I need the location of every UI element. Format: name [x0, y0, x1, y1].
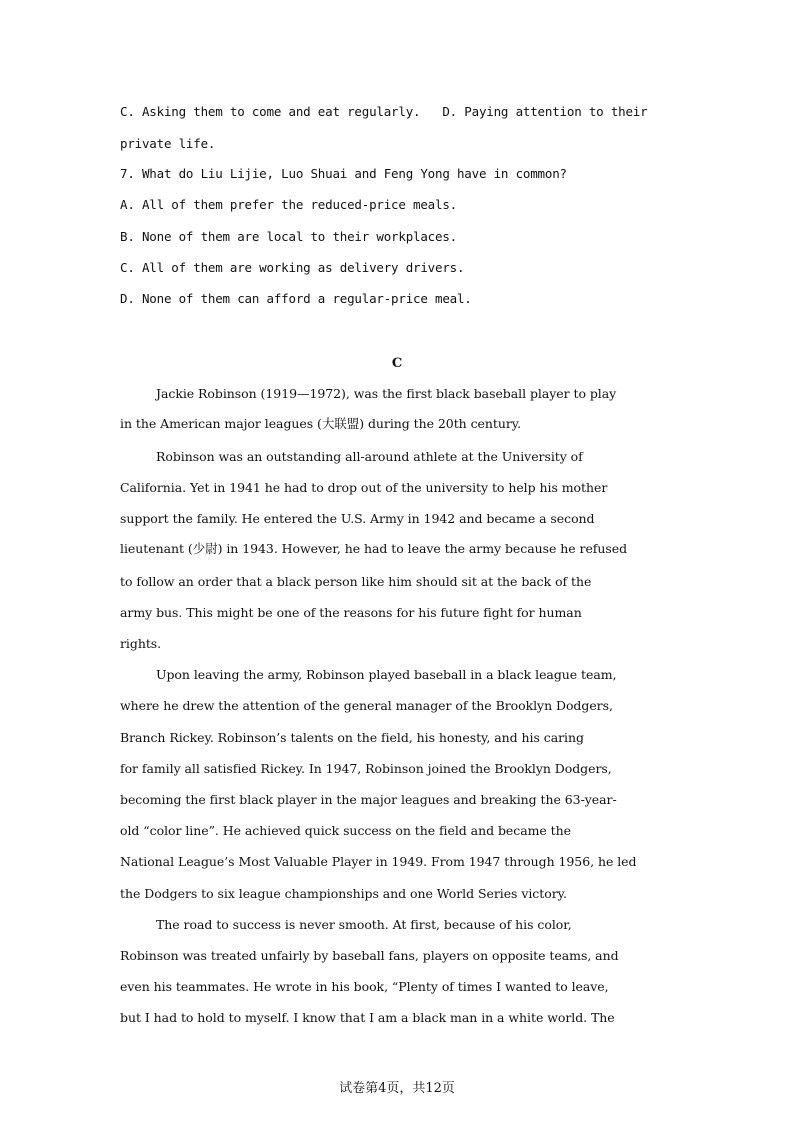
q7-stem: 7. What do Liu Lijie, Luo Shuai and Feng Yong have in common? [120, 166, 567, 181]
passage-p2-line: to follow an order that a black person like him should sit at the back of the [120, 574, 592, 589]
q7-option-c: C. All of them are working as delivery drivers. [120, 260, 465, 275]
passage-p2-line: lieutenant (少尉) in 1943. However, he had to leave the army because he refused [120, 541, 628, 556]
q6-option-d-continued: private life. [120, 136, 216, 151]
passage-p3-line: Branch Rickey. Robinson’s talents on the field, his honesty, and his caring [120, 730, 584, 745]
passage-p1-line: Jackie Robinson (1919—1972), was the first black baseball player to play [156, 386, 617, 401]
passage-p4-line: Robinson was treated unfairly by baseball fans, players on opposite teams, and [120, 948, 619, 963]
q6-option-c-d-line: C. Asking them to come and eat regularly. D. Paying attention to their [120, 104, 648, 119]
q7-option-b: B. None of them are local to their workplaces. [120, 229, 457, 244]
passage-p2-line: Robinson was an outstanding all-around athlete at the University of [156, 449, 583, 464]
passage-p4-line: but I had to hold to myself. I know that I am a black man in a white world. The [120, 1010, 615, 1025]
passage-p1-line: in the American major leagues (大联盟) during the 20th century. [120, 416, 522, 431]
passage-p2-line: support the family. He entered the U.S. Army in 1942 and became a second [120, 511, 595, 526]
passage-p3-line: where he drew the attention of the general manager of the Brooklyn Dodgers, [120, 698, 613, 713]
page-number-footer: 试卷第4页，共12页 [339, 1081, 455, 1096]
section-heading: C [391, 356, 403, 371]
passage-p3-line: Upon leaving the army, Robinson played baseball in a black league team, [156, 667, 617, 682]
passage-p4-line: even his teammates. He wrote in his book, “Plenty of times I wanted to leave, [120, 979, 609, 994]
passage-p3-line: becoming the first black player in the major leagues and breaking the 63-year- [120, 792, 617, 807]
passage-p2-line: California. Yet in 1941 he had to drop out of the university to help his mother [120, 480, 608, 495]
passage-p3-line: old “color line”. He achieved quick success on the field and became the [120, 823, 572, 838]
passage-p4-line: The road to success is never smooth. At first, because of his color, [156, 917, 572, 932]
passage-p2-line: rights. [120, 636, 162, 651]
passage-p2-line: army bus. This might be one of the reasons for his future fight for human [120, 605, 582, 620]
passage-p3-line: the Dodgers to six league championships and one World Series victory. [120, 886, 567, 901]
passage-p3-line: for family all satisfied Rickey. In 1947, Robinson joined the Brooklyn Dodgers, [120, 761, 612, 776]
q7-option-d: D. None of them can afford a regular-price meal. [120, 291, 472, 306]
passage-p3-line: National League’s Most Valuable Player in 1949. From 1947 through 1956, he led [120, 854, 637, 869]
q7-option-a: A. All of them prefer the reduced-price meals. [120, 197, 457, 212]
